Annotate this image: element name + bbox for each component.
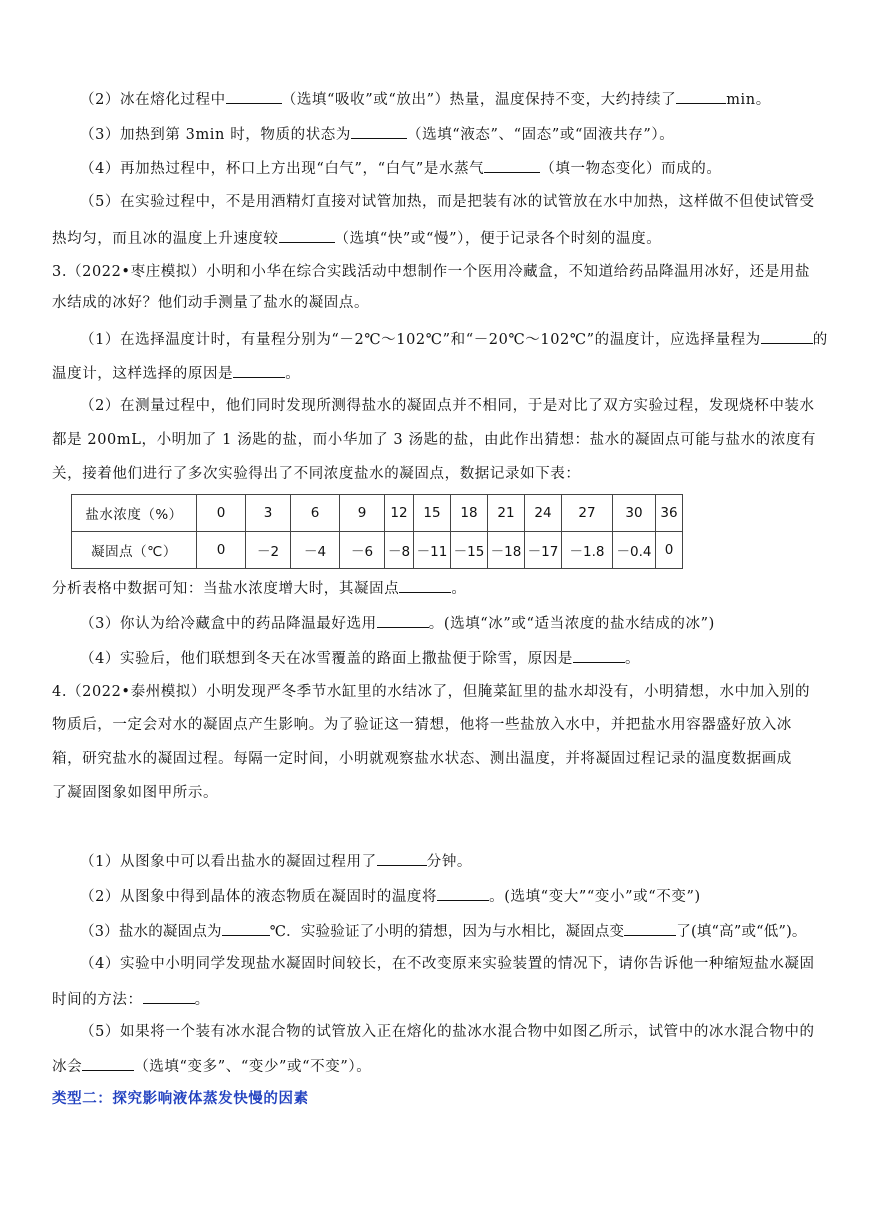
table-cell: －4 [291,532,340,569]
q3-part1-line1 [80,328,828,350]
answer-blank [143,988,195,1004]
table-cell: 0 [656,532,683,569]
table-row-concentration [72,495,683,532]
q4-part3-text-c: 了(填“高”或“低”)。 [676,924,807,940]
answer-blank [761,328,813,344]
q3-intro-line1: 3.（2022•枣庄模拟）小明和小华在综合实践活动中想制作一个医用冷藏盒，不知道给药品降温用冰好，还是用盐 [52,264,811,280]
q3-analysis [52,577,466,599]
q4-part4-text-a: 时间的方法： [52,992,143,1008]
table-cell: －15 [451,532,488,569]
q3-part3-text-b: 。(选填“冰”或“适当浓度的盐水结成的冰”) [428,616,715,632]
q3-part4 [80,647,640,669]
table-cell: －18 [488,532,525,569]
q4-part5-line2 [52,1055,371,1077]
table-cell: 36 [656,495,683,532]
q2-part4-text-a: （4）再加热过程中，杯口上方出现“白气”，“白气”是水蒸气 [80,161,485,177]
q2-part2-text-b: （选填“吸收”或“放出”）热量，温度保持不变，大约持续了 [281,92,677,108]
q2-part3 [80,123,674,145]
q2-part5-line2 [52,227,661,249]
q2-part3-text-a: （3）加热到第 3min 时，物质的状态为 [80,127,351,143]
answer-blank [233,362,285,378]
q4-part3-text-b: ℃．实验验证了小明的猜想，因为与水相比，凝固点变 [269,924,625,940]
q4-part2-text-b: 。(选填“变大”“变小”或“不变”) [489,889,701,905]
table-cell: 18 [451,495,488,532]
q3-part3 [80,612,715,634]
q4-intro-line1: 4.（2022•泰州模拟）小明发现严冬季节水缸里的水结冰了，但腌菜缸里的盐水却没有，小明猜想，水中加入别的 [52,684,811,700]
answer-blank [377,850,427,866]
table-cell: －11 [414,532,451,569]
q2-part5-text-b: （选填“快”或“慢”），便于记录各个时刻的温度。 [334,231,662,247]
answer-blank [624,920,676,936]
answer-blank [676,88,726,104]
answer-blank [226,88,282,104]
q4-part5-text-a: 冰会 [52,1059,83,1075]
q4-part3-text-a: （3）盐水的凝固点为 [80,924,222,940]
q2-part2 [80,88,771,110]
q2-part4 [80,157,721,179]
q3-part1-text-b: 的 [812,332,828,348]
answer-blank [484,157,540,173]
answer-blank [377,612,429,628]
q4-part4-line2 [52,988,210,1010]
q3-part1-text-d: 。 [285,366,301,382]
table-cell: 0 [197,495,246,532]
q3-part4-text-a: （4）实验后，他们联想到冬天在冰雪覆盖的路面上撒盐便于除雪，原因是 [80,651,574,667]
table-cell: 3 [246,495,291,532]
q2-part2-text-c: min。 [726,92,771,108]
table-cell: 30 [613,495,656,532]
table-cell: 24 [525,495,562,532]
table-cell: －1.8 [562,532,613,569]
answer-blank [399,577,451,593]
answer-blank [437,885,489,901]
answer-blank [351,123,407,139]
table-cell: 9 [340,495,385,532]
answer-blank [222,920,270,936]
table-cell: 12 [385,495,414,532]
table-cell: －0.4 [613,532,656,569]
table-cell: 0 [197,532,246,569]
q3-part2-line3: 关，接着他们进行了多次实验得出了不同浓度盐水的凝固点，数据记录如下表： [52,466,581,482]
q4-part1-text-a: （1）从图象中可以看出盐水的凝固过程用了 [80,854,377,870]
answer-blank [82,1055,134,1071]
q4-part3 [80,920,807,942]
q4-part1 [80,850,472,872]
q2-part4-text-b: （填一物态变化）而成的。 [540,161,722,177]
q3-part1-line2 [52,362,300,384]
q3-intro-line2: 水结成的冰好？他们动手测量了盐水的凝固点。 [52,295,370,311]
q4-part2-text-a: （2）从图象中得到晶体的液态物质在凝固时的温度将 [80,889,438,905]
q4-part2 [80,885,701,907]
q3-part1-text-c: 温度计，这样选择的原因是 [52,366,234,382]
table-cell: 6 [291,495,340,532]
q3-part2-line1: （2）在测量过程中，他们同时发现所测得盐水的凝固点并不相同，于是对比了双方实验过程，发现烧杯中装水 [80,398,815,414]
q3-part3-text-a: （3）你认为给冷藏盒中的药品降温最好选用 [80,616,377,632]
section-heading: 类型二：探究影响液体蒸发快慢的因素 [52,1091,309,1107]
q4-part1-text-b: 分钟。 [426,854,473,870]
table-cell: －2 [246,532,291,569]
q2-part5-line1: （5）在实验过程中，不是用酒精灯直接对试管加热，而是把装有冰的试管放在水中加热，这样做不但使试管受 [80,194,815,210]
table-header-freezing-point: 凝固点（℃） [72,532,197,569]
q4-part5-text-b: （选填“变多”、“变少”或“不变”）。 [134,1059,372,1075]
q3-part4-text-b: 。 [625,651,641,667]
table-cell: －8 [385,532,414,569]
table-cell: 21 [488,495,525,532]
q4-intro-line4: 了凝固图象如图甲所示。 [52,785,219,801]
q2-part3-text-b: （选填“液态”、“固态”或“固液共存”）。 [407,127,675,143]
q4-intro-line2: 物质后，一定会对水的凝固点产生影响。为了验证这一猜想，他将一些盐放入水中，并把盐水用容器盛好放入冰 [52,717,792,733]
table-cell: －6 [340,532,385,569]
q3-analysis-text-b: 。 [451,581,467,597]
answer-blank [573,647,625,663]
q4-part4-text-b: 。 [194,992,210,1008]
q2-part5-text-a: 热均匀，而且冰的温度上升速度较 [52,231,279,247]
q3-part1-text-a: （1）在选择温度计时，有量程分别为“－2℃～102℃”和“－20℃～102℃”的温度计，应选择量程为 [80,332,761,348]
table-header-concentration: 盐水浓度（%） [72,495,197,532]
q2-part2-text-a: （2）冰在熔化过程中 [80,92,226,108]
table-cell: 27 [562,495,613,532]
q3-part2-line2: 都是 200mL，小明加了 1 汤匙的盐，而小华加了 3 汤匙的盐，由此作出猜想：盐水的凝固点可能与盐水的浓度有 [52,432,817,448]
q4-part4-line1: （4）实验中小明同学发现盐水凝固时间较长，在不改变原来实验装置的情况下，请你告诉他一种缩短盐水凝固 [80,956,815,972]
q4-part5-line1: （5）如果将一个装有冰水混合物的试管放入正在熔化的盐冰水混合物中如图乙所示，试管中的冰水混合物中的 [80,1024,815,1040]
salt-water-data-table [71,494,683,569]
q3-analysis-text-a: 分析表格中数据可知：当盐水浓度增大时，其凝固点 [52,581,400,597]
table-row-freezing-point [72,532,683,569]
q4-intro-line3: 箱，研究盐水的凝固过程。每隔一定时间，小明就观察盐水状态、测出温度，并将凝固过程记录的温度数据画成 [52,751,792,767]
table-cell: －17 [525,532,562,569]
answer-blank [279,227,335,243]
table-cell: 15 [414,495,451,532]
